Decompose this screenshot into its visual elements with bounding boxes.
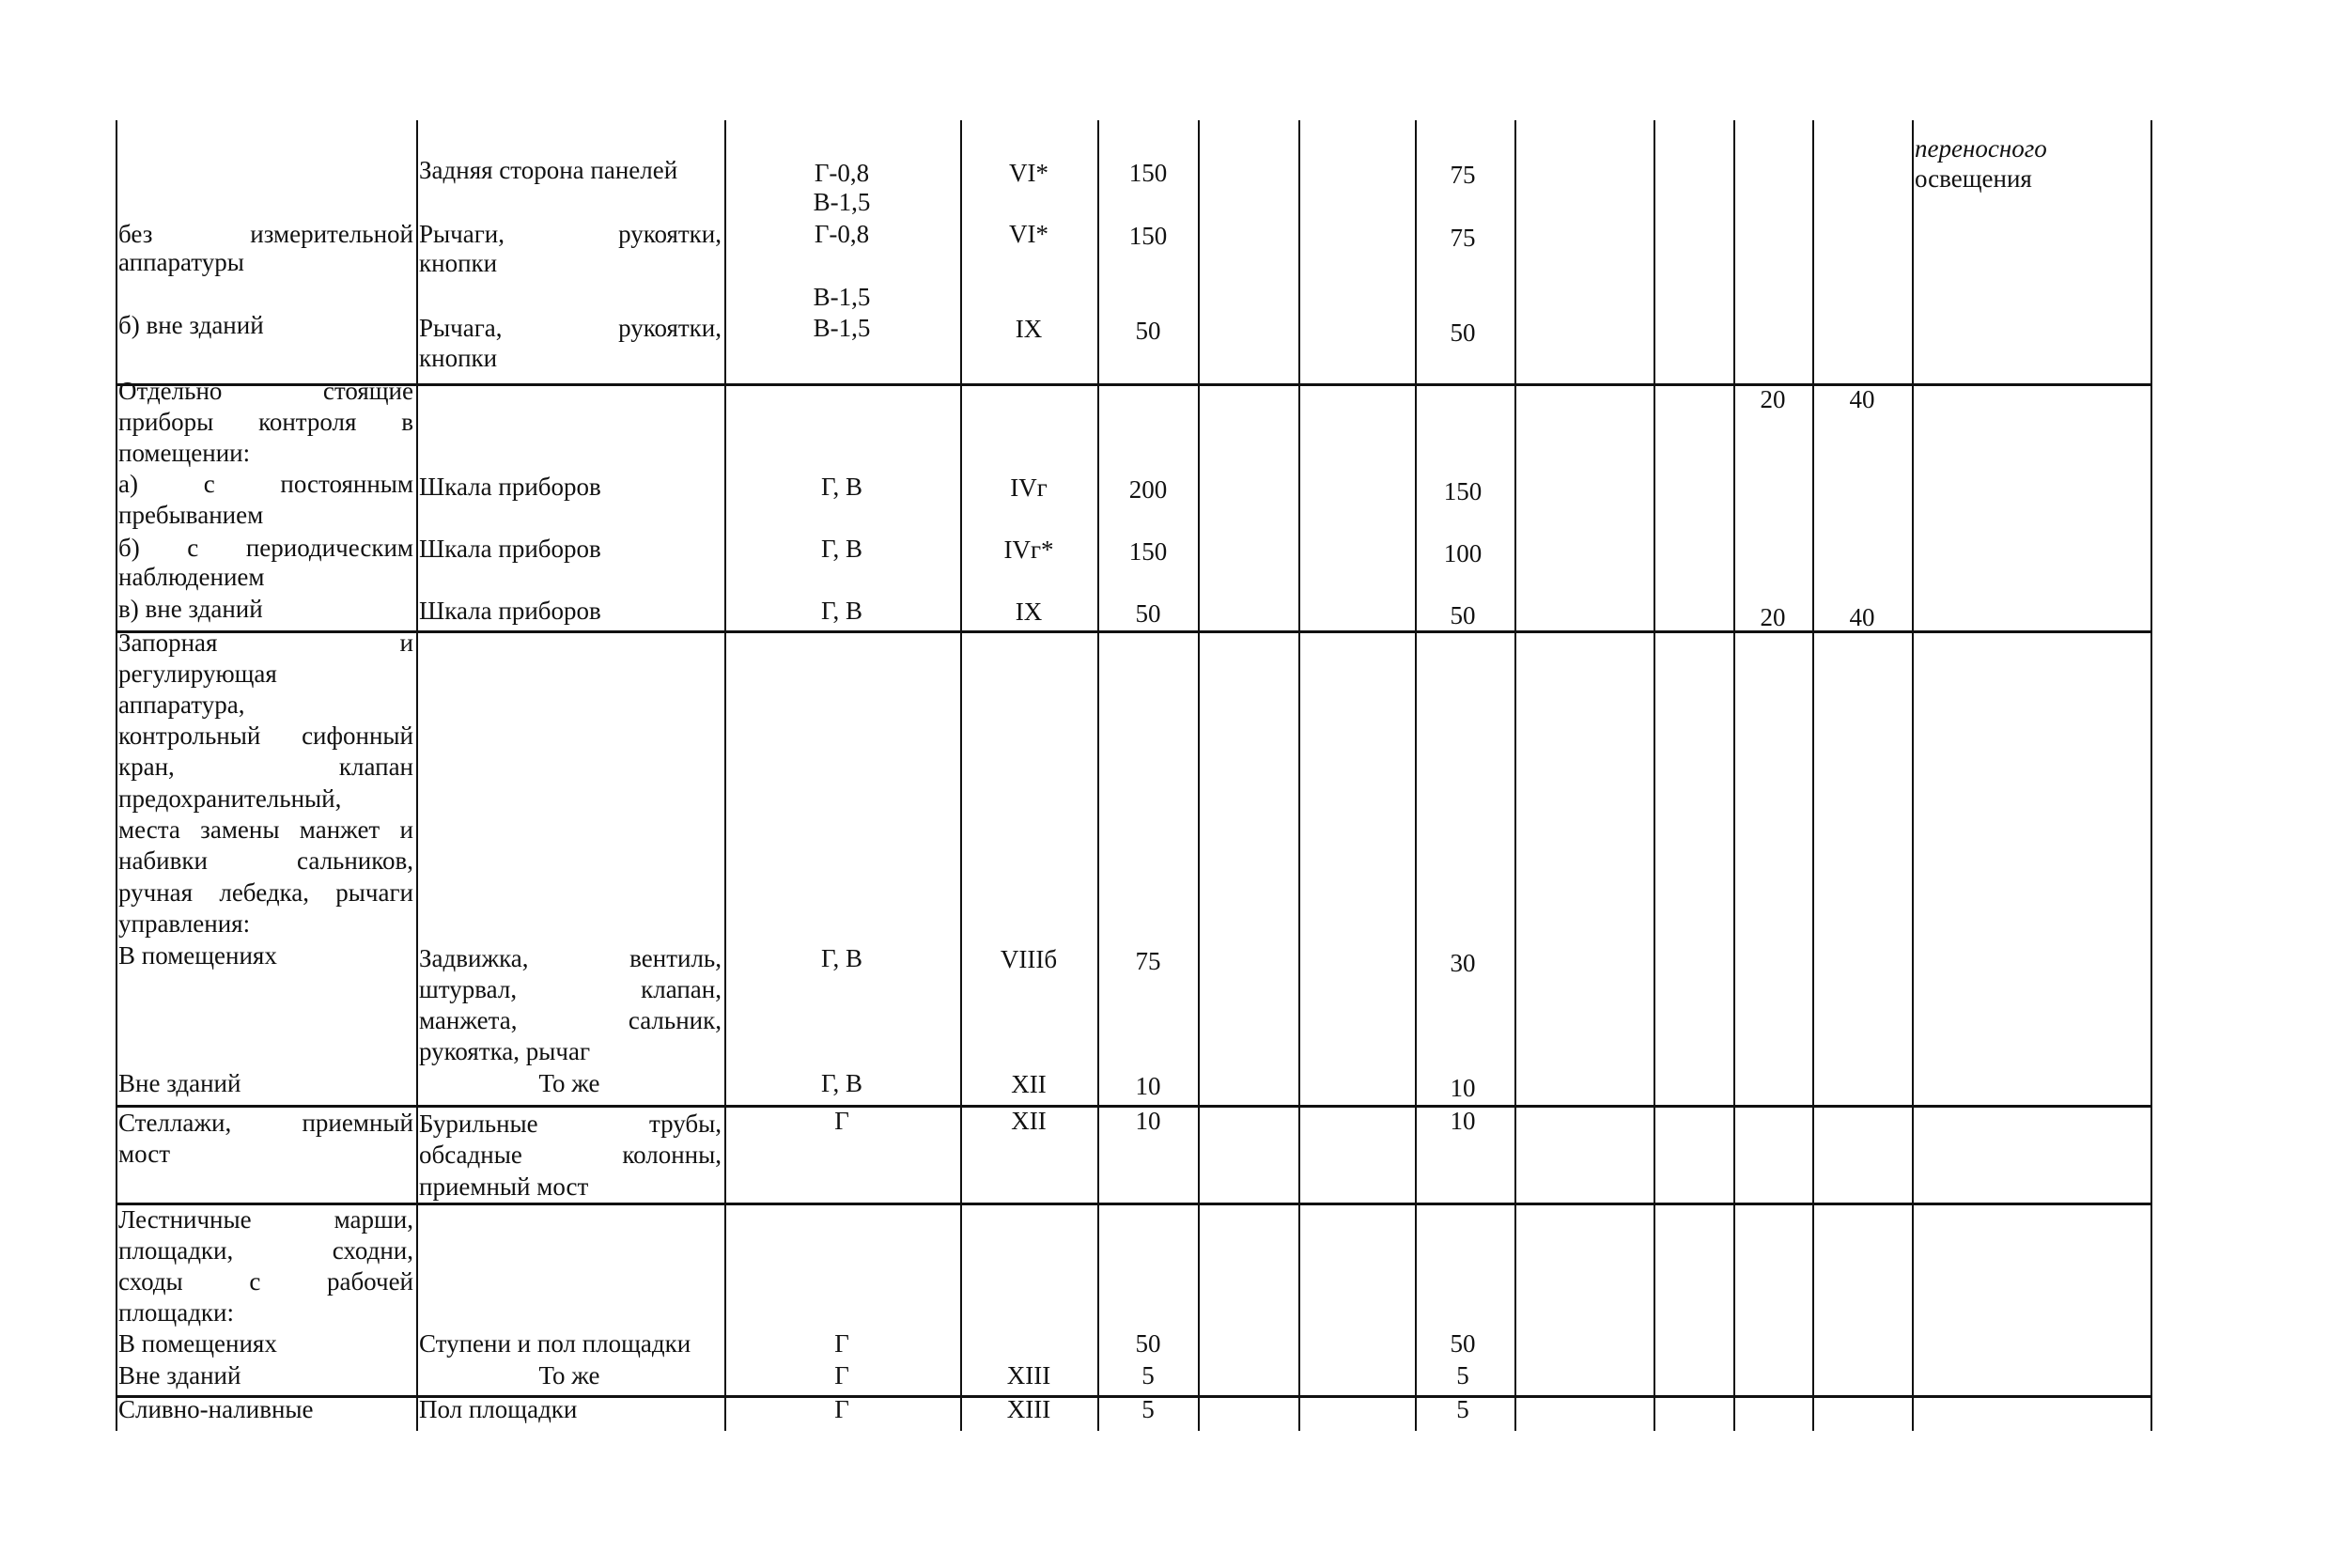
- surface-cell: Задвижка, вентиль,: [419, 944, 722, 972]
- name-cell: сходы с рабочей: [118, 1267, 413, 1296]
- surface-cell: Бурильные трубы,: [419, 1110, 722, 1138]
- col-border: [1812, 120, 1814, 1431]
- plane-cell: Г, В: [820, 535, 863, 563]
- lux-cell: 150: [1128, 222, 1168, 250]
- surface-cell: Рычаги, рукоятки,: [419, 220, 722, 248]
- name-cell: а) с постоянным: [118, 470, 413, 498]
- col-border: [960, 120, 962, 1431]
- name-cell: кран, клапан: [118, 753, 413, 781]
- col-border: [1912, 120, 1914, 1431]
- name-cell: пребыванием: [118, 501, 264, 529]
- name-cell: наблюдением: [118, 563, 265, 591]
- name-cell: Запорная и: [118, 629, 413, 657]
- name-cell: контрольный сифонный: [118, 722, 413, 750]
- class-cell: IX: [1015, 315, 1043, 343]
- lux-cell: 50: [1450, 601, 1476, 629]
- plane-cell: В-1,5: [813, 188, 871, 216]
- surface-cell: штурвал, клапан,: [419, 975, 722, 1003]
- lux-cell: 50: [1135, 317, 1161, 345]
- name-cell: места замены манжет и: [118, 815, 413, 844]
- class-cell: VI*: [1009, 159, 1048, 187]
- plane-cell: Г: [834, 1329, 849, 1358]
- name-cell: мост: [118, 1140, 171, 1168]
- class-cell: XIII: [1006, 1361, 1051, 1389]
- name-cell: предохранительный,: [118, 784, 342, 813]
- surface-cell: Пол площадки: [419, 1395, 578, 1423]
- lux-cell: 5: [1456, 1395, 1469, 1423]
- plane-cell: Г: [834, 1361, 849, 1389]
- plane-cell: Г, В: [820, 1069, 863, 1097]
- name-cell: В помещениях: [118, 1329, 277, 1358]
- plane-cell: Г: [834, 1395, 849, 1423]
- lux-cell: 50: [1450, 318, 1476, 347]
- surface-cell: Шкала приборов: [419, 597, 601, 625]
- name-cell: Вне зданий: [118, 1069, 241, 1097]
- name-cell: набивки сальников,: [118, 846, 413, 875]
- surface-cell: Задняя сторона панелей: [419, 156, 678, 184]
- class-cell: VIIIб: [1000, 945, 1058, 973]
- name-cell: приборы контроля в: [118, 408, 413, 436]
- value-cell: 40: [1849, 603, 1875, 631]
- name-cell: регулирующая: [118, 660, 277, 688]
- note-cell: переносного: [1915, 134, 2047, 163]
- name-cell: площадки:: [118, 1298, 235, 1327]
- name-cell: Стеллажи, приемный: [118, 1109, 413, 1137]
- value-cell: 20: [1760, 385, 1786, 413]
- name-cell: аппаратура,: [118, 691, 245, 719]
- lux-cell: 150: [1443, 477, 1483, 505]
- plane-cell: Г-0,8: [814, 220, 870, 248]
- col-border: [1298, 120, 1300, 1431]
- surface-cell: Ступени и пол площадки: [419, 1329, 691, 1358]
- name-cell: аппаратуры: [118, 248, 244, 276]
- class-cell: IX: [1015, 598, 1043, 626]
- lux-cell: 5: [1141, 1361, 1155, 1389]
- surface-cell: Шкала приборов: [419, 473, 601, 501]
- class-cell: IVг*: [1003, 536, 1054, 564]
- surface-cell: То же: [538, 1361, 600, 1389]
- lux-cell: 200: [1128, 475, 1168, 504]
- lux-cell: 50: [1135, 1329, 1161, 1358]
- lux-cell: 50: [1450, 1329, 1476, 1358]
- name-cell: Сливно-наливные: [118, 1395, 314, 1423]
- name-cell: ручная лебедка, рычаги: [118, 878, 413, 907]
- surface-cell: кнопки: [419, 249, 498, 277]
- lux-cell: 75: [1450, 161, 1476, 189]
- col-border: [1733, 120, 1735, 1431]
- surface-cell: рукоятка, рычаг: [419, 1037, 591, 1065]
- plane-cell: В-1,5: [813, 314, 871, 342]
- value-cell: 40: [1849, 385, 1875, 413]
- class-cell: XIII: [1006, 1395, 1051, 1423]
- lux-cell: 75: [1450, 224, 1476, 252]
- surface-cell: То же: [538, 1069, 600, 1097]
- name-cell: площадки, сходни,: [118, 1236, 413, 1265]
- name-cell: помещении:: [118, 439, 251, 467]
- lux-cell: 150: [1128, 537, 1168, 566]
- col-border: [416, 120, 418, 1431]
- plane-cell: Г, В: [820, 473, 863, 501]
- name-cell: б) с периодическим: [118, 534, 413, 562]
- lux-cell: 150: [1128, 159, 1168, 187]
- lux-cell: 100: [1443, 539, 1483, 567]
- surface-cell: приемный мост: [419, 1172, 589, 1201]
- col-border: [724, 120, 726, 1431]
- name-cell: в) вне зданий: [118, 595, 263, 623]
- class-cell: IVг: [1010, 474, 1048, 502]
- lux-cell: 10: [1135, 1072, 1161, 1100]
- lux-cell: 10: [1450, 1107, 1476, 1135]
- plane-cell: Г, В: [820, 597, 863, 625]
- lux-cell: 50: [1135, 599, 1161, 628]
- surface-cell: обсадные колонны,: [419, 1141, 722, 1169]
- lux-cell: 5: [1456, 1361, 1469, 1389]
- name-cell: В помещениях: [118, 941, 277, 970]
- name-cell: управления:: [118, 909, 251, 938]
- lux-cell: 10: [1135, 1107, 1161, 1135]
- name-cell: б) вне зданий: [118, 311, 264, 339]
- name-cell: Лестничные марши,: [118, 1205, 413, 1234]
- surface-cell: кнопки: [419, 344, 498, 372]
- surface-cell: Рычага, рукоятки,: [419, 314, 722, 342]
- col-border: [1654, 120, 1655, 1431]
- plane-cell: Г, В: [820, 944, 863, 972]
- class-cell: XII: [1011, 1107, 1047, 1135]
- col-border: [116, 120, 117, 1431]
- plane-cell: Г-0,8: [814, 159, 870, 187]
- surface-cell: Шкала приборов: [419, 535, 601, 563]
- name-cell: Вне зданий: [118, 1361, 241, 1389]
- lux-cell: 30: [1450, 949, 1476, 977]
- value-cell: 20: [1760, 603, 1786, 631]
- name-cell: Отдельно стоящие: [118, 377, 413, 405]
- surface-cell: манжета, сальник,: [419, 1006, 722, 1034]
- lux-cell: 75: [1135, 947, 1161, 975]
- lux-cell: 5: [1141, 1395, 1155, 1423]
- note-cell: освещения: [1915, 164, 2032, 193]
- class-cell: XII: [1011, 1070, 1047, 1098]
- class-cell: VI*: [1009, 220, 1048, 248]
- row-border: [116, 1203, 2152, 1205]
- name-cell: без измерительной: [118, 220, 413, 248]
- plane-cell: Г: [834, 1107, 849, 1135]
- plane-cell: В-1,5: [813, 283, 871, 311]
- col-border: [2150, 120, 2152, 1431]
- lux-cell: 10: [1450, 1074, 1476, 1102]
